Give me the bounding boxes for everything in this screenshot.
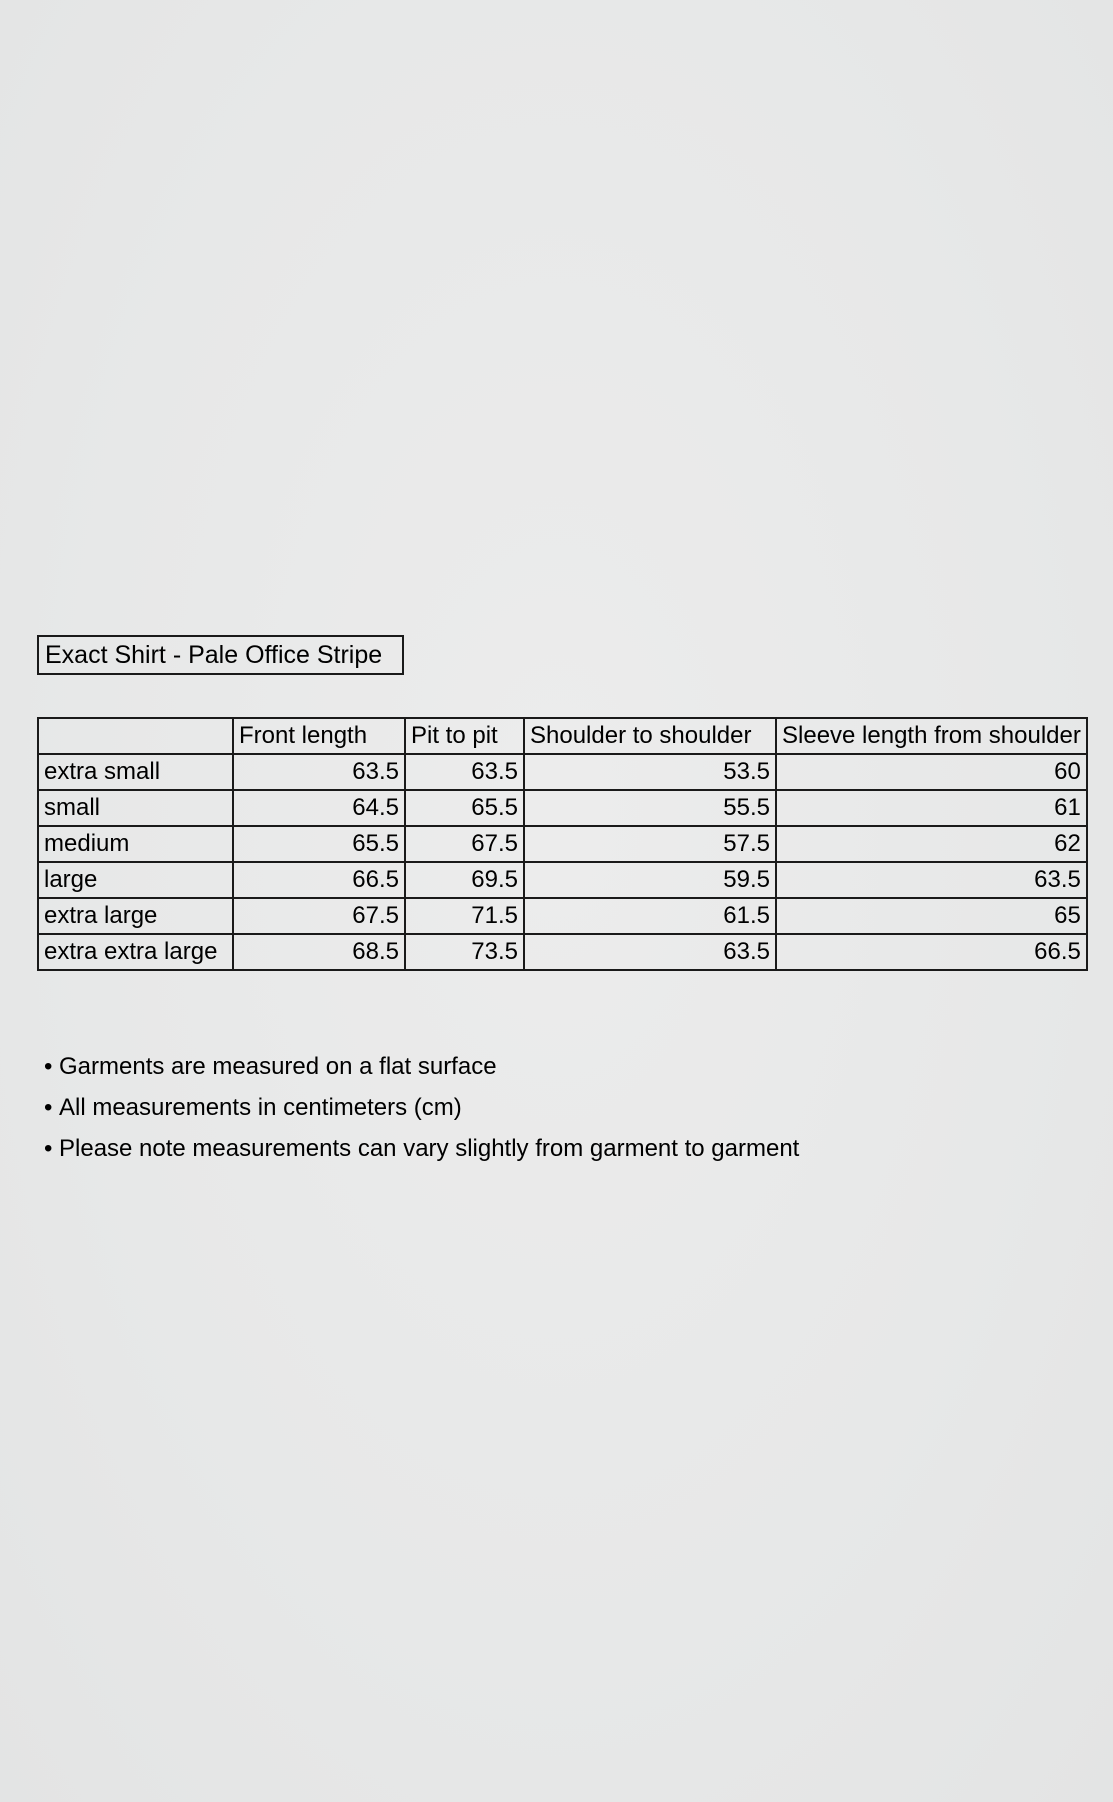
front-length-value: 67.5 [233, 898, 405, 934]
front-length-value: 64.5 [233, 790, 405, 826]
header-cell-pit-to-pit: Pit to pit [405, 718, 524, 754]
size-label: extra large [38, 898, 233, 934]
table-row [38, 934, 1087, 970]
list-item [44, 1130, 799, 1171]
size-chart-table [37, 717, 1088, 971]
table-row [38, 790, 1087, 826]
shoulder-value: 53.5 [524, 754, 776, 790]
shoulder-value: 61.5 [524, 898, 776, 934]
sleeve-length-value: 61 [776, 790, 1087, 826]
table-row [38, 754, 1087, 790]
pit-to-pit-value: 63.5 [405, 754, 524, 790]
header-cell-shoulder-to-shoulder: Shoulder to shoulder [524, 718, 776, 754]
size-label: small [38, 790, 233, 826]
list-item [44, 1089, 799, 1130]
front-length-value: 65.5 [233, 826, 405, 862]
note-text: All measurements in centimeters (cm) [59, 1094, 462, 1121]
shoulder-value: 59.5 [524, 862, 776, 898]
front-length-value: 66.5 [233, 862, 405, 898]
shoulder-value: 55.5 [524, 790, 776, 826]
size-label: large [38, 862, 233, 898]
sleeve-length-value: 65 [776, 898, 1087, 934]
measurement-notes [44, 1048, 799, 1171]
front-length-value: 68.5 [233, 934, 405, 970]
sleeve-length-value: 63.5 [776, 862, 1087, 898]
pit-to-pit-value: 65.5 [405, 790, 524, 826]
bullet-icon: • [44, 1094, 53, 1121]
list-item [44, 1048, 799, 1089]
header-cell-front-length: Front length [233, 718, 405, 754]
sleeve-length-value: 60 [776, 754, 1087, 790]
table-row [38, 826, 1087, 862]
shoulder-value: 57.5 [524, 826, 776, 862]
pit-to-pit-value: 73.5 [405, 934, 524, 970]
size-label: extra small [38, 754, 233, 790]
sleeve-length-value: 66.5 [776, 934, 1087, 970]
size-chart-title: Exact Shirt - Pale Office Stripe [37, 635, 404, 675]
shoulder-value: 63.5 [524, 934, 776, 970]
header-cell-sleeve-length: Sleeve length from shoulder [776, 718, 1087, 754]
size-label: medium [38, 826, 233, 862]
bullet-icon: • [44, 1053, 53, 1080]
table-row [38, 862, 1087, 898]
table-header-row [38, 718, 1087, 754]
sleeve-length-value: 62 [776, 826, 1087, 862]
table-row [38, 898, 1087, 934]
note-text: Please note measurements can vary slightly from garment to garment [59, 1135, 800, 1162]
pit-to-pit-value: 69.5 [405, 862, 524, 898]
pit-to-pit-value: 71.5 [405, 898, 524, 934]
bullet-icon: • [44, 1135, 53, 1162]
note-text: Garments are measured on a flat surface [59, 1053, 497, 1080]
header-cell-empty [38, 718, 233, 754]
front-length-value: 63.5 [233, 754, 405, 790]
pit-to-pit-value: 67.5 [405, 826, 524, 862]
size-label: extra extra large [38, 934, 233, 970]
